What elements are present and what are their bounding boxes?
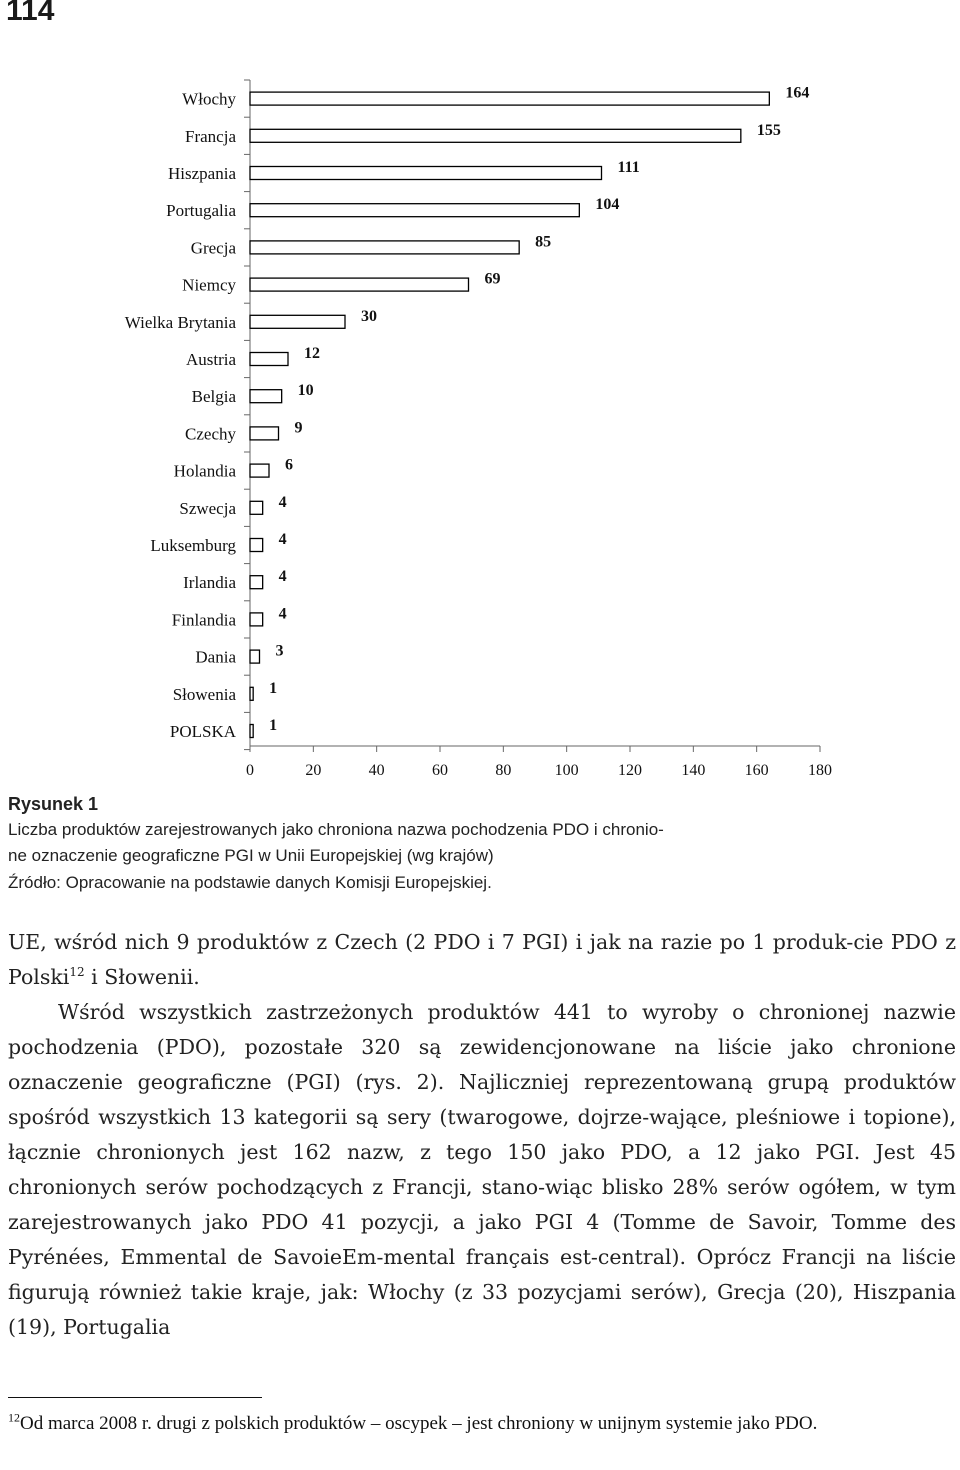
category-label: Luksemburg [150, 536, 236, 555]
category-label: Finlandia [171, 610, 236, 630]
chart-bars [250, 92, 769, 737]
value-label: 1 [269, 679, 278, 697]
bar [250, 241, 519, 254]
category-label: Portugalia [166, 201, 236, 221]
bar [250, 576, 263, 589]
value-label: 69 [484, 270, 501, 288]
figure-label: Rysunek 1 [8, 794, 99, 814]
x-tick-label: 0 [246, 762, 254, 779]
footnote-text: Od marca 2008 r. drugi z polskich produktów – oscypek – jest chroniony w unijnym systemie jako PDO. [20, 1413, 818, 1434]
bar [250, 464, 269, 477]
x-tick-label: 20 [305, 762, 322, 779]
x-tick-label: 80 [495, 762, 512, 779]
value-label: 6 [285, 456, 293, 474]
category-label: Irlandia [183, 573, 236, 593]
value-label: 85 [535, 233, 552, 251]
value-label: 1 [269, 717, 278, 734]
category-label: Hiszpania [168, 164, 236, 183]
x-tick-label: 100 [554, 762, 579, 779]
value-label: 111 [617, 159, 640, 176]
value-label: 104 [595, 196, 620, 214]
paragraph-1-tail: i Słowenii. [84, 965, 200, 989]
category-label: Holandia [173, 461, 236, 481]
paragraph-1 [8, 925, 956, 995]
paragraph-2: Wśród wszystkich zastrzeżonych produktów 441 to wyroby o chronionej nazwie pochodzenia (PDO), pozostałe 320 są zewidencjonowane na liście jako chronione oznaczenie geograficzne (PGI) (rys. 2). Najliczniej reprezentowaną grupą produktów spośród wszystkich 13 kategorii są sery (twarogowe, dojrze-wające, pleśniowe i topione), łącznie chronionych jest 162 nazw, z tego 150 jako PDO, a 12 jako PGI. Jest 45 chronionych serów pochodzących z Francji, stano-wiąc blisko 28% serów ogółem, w tym zarejestrowanych jako PDO 41 pozycji, a jako PGI 4 (Tomme de Savoir, Tomme des Pyrénées, Emmental de SavoieEm-mental français est-central). Oprócz Francji na liście figurują również takie kraje, jak: Włochy (z 33 pozycjami serów), Grecja (20), Hiszpania (19), Portugalia [8, 1000, 956, 1339]
value-label: 164 [785, 84, 810, 102]
bar [250, 539, 263, 552]
bar [250, 687, 253, 700]
category-label: Szwecja [179, 498, 236, 518]
bar-chart [0, 60, 960, 790]
category-label: Czechy [185, 424, 236, 444]
x-tick-label: 160 [744, 762, 769, 779]
figure-source: Źródło: Opracowanie na podstawie danych Komisji Europejskiej. [8, 873, 492, 892]
category-label: Francja [185, 126, 236, 146]
footnote-ref[interactable]: 12 [69, 965, 85, 980]
value-label: 155 [756, 121, 781, 139]
footnote-divider [8, 1397, 262, 1398]
value-label: 4 [278, 531, 287, 548]
category-label: Austria [185, 350, 236, 369]
bar [250, 501, 263, 514]
page-number: 114 [6, 0, 55, 27]
bar [250, 278, 469, 291]
category-label: Niemcy [182, 275, 236, 295]
value-label: 9 [294, 419, 303, 437]
x-tick-label: 180 [808, 762, 832, 779]
bar [250, 315, 345, 328]
chart-axes [244, 80, 820, 752]
value-label: 4 [278, 568, 287, 586]
bar [250, 167, 602, 180]
value-label: 10 [297, 382, 314, 400]
category-label: Belgia [191, 387, 236, 407]
x-tick-label: 120 [618, 762, 642, 779]
value-label: 4 [278, 493, 287, 511]
bar [250, 353, 288, 366]
x-tick-label: 140 [681, 762, 706, 779]
value-label: 3 [275, 642, 284, 660]
bar [250, 204, 579, 217]
x-tick-label: 40 [368, 762, 385, 779]
value-labels [269, 85, 809, 734]
category-label: Słowenia [172, 684, 236, 704]
value-label: 30 [361, 307, 377, 325]
x-tick-labels [246, 762, 832, 779]
footnote [8, 1411, 956, 1436]
category-label: Włochy [182, 89, 236, 109]
category-label: Wielka Brytania [124, 312, 236, 332]
category-labels [125, 90, 237, 741]
bar [250, 725, 253, 738]
bar [250, 427, 279, 440]
bar [250, 129, 741, 142]
paragraph-1-text: UE, wśród nich 9 produktów z Czech (2 PDO i 7 PGI) i jak na razie po 1 produk-cie PDO z Polski [8, 930, 956, 989]
category-label: Dania [195, 647, 236, 667]
category-label: Grecja [190, 238, 236, 258]
bar [250, 390, 282, 403]
bar [250, 613, 263, 626]
bar [250, 92, 769, 105]
figure-caption [8, 817, 952, 869]
x-tick-label: 60 [432, 762, 448, 779]
bar [250, 650, 260, 663]
value-label: 4 [278, 605, 287, 623]
value-label: 12 [304, 345, 320, 362]
figure-caption-line-1: Liczba produktów zarejestrowanych jako chroniona nazwa pochodzenia PDO i chronio- [8, 820, 664, 839]
footnote-number: 12 [8, 1410, 20, 1425]
category-label: POLSKA [169, 722, 236, 741]
figure-caption-line-2: ne oznaczenie geograficzne PGI w Unii Europejskiej (wg krajów) [8, 846, 494, 865]
